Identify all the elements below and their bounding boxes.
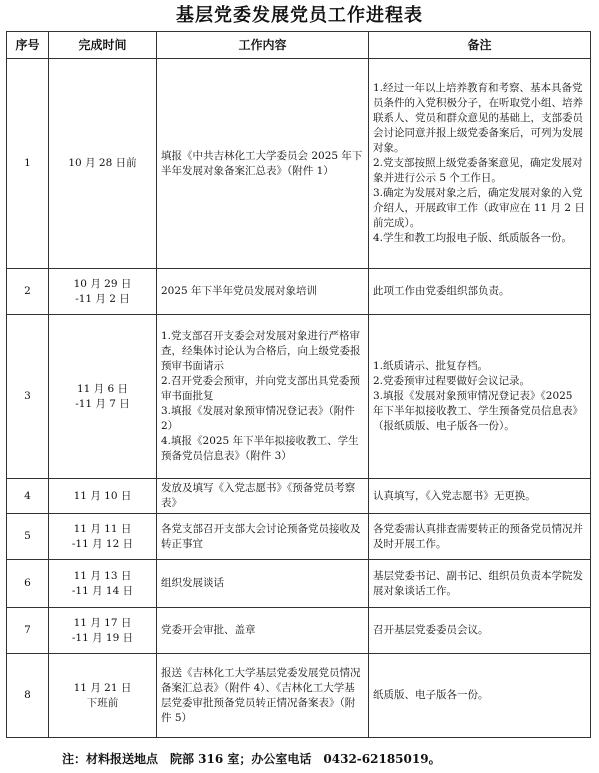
- completion-time: [49, 560, 157, 608]
- completion-time-line: 10 月 28 日前: [68, 157, 137, 169]
- remarks-line: 1.纸质请示、批复存档。: [373, 360, 489, 372]
- completion-time: [49, 514, 157, 560]
- remarks-line: 3.确定为发展对象之后，确定发展对象的入党介绍人，开展政审工作（政审应在 11 月 2 日前完成）。: [373, 187, 585, 229]
- completion-time-line: -11 月 12 日: [71, 537, 134, 550]
- row-number: 4: [7, 479, 49, 514]
- table-row: [7, 608, 591, 654]
- completion-time-line: 11 月 11 日: [73, 522, 132, 535]
- work-content-line: 报送《吉林化工大学基层党委发展党员情况备案汇总表》（附件 4）、《吉林化工大学基层党委审批预备党员转正情况备案表》（附件 5）: [161, 666, 361, 724]
- remarks: [369, 59, 591, 269]
- header-no: 序号: [7, 32, 49, 59]
- remarks-line: 1.经过一年以上培养教育和考察、基本具备党员条件的入党积极分子，在听取党小组、培养联系人、党员和群众意见的基础上，支部委员会讨论同意并报上级党委备案后，可列为发展对象。: [373, 82, 583, 154]
- row-number: 8: [7, 654, 49, 738]
- remarks-line: 各党委需认真排查需要转正的预备党员情况并及时开展工作。: [373, 522, 583, 550]
- table-row: [7, 315, 591, 479]
- work-content-line: 3.填报《发展对象预审情况登记表》（附件 2）: [161, 405, 355, 432]
- work-content: [157, 59, 369, 269]
- completion-time-line: 11 月 21 日: [73, 681, 132, 694]
- remarks-line: 3.填报《发展对象预审情况登记表》《2025 年下半年拟接收教工、学生预备党员信息表》（报纸质版、电子版各一份）。: [373, 390, 583, 432]
- row-number: 2: [7, 269, 49, 315]
- work-content-line: 发放及填写《入党志愿书》《预备党员考察表》: [161, 482, 356, 509]
- row-number: 7: [7, 608, 49, 654]
- work-content-line: 1.党支部召开支委会对发展对象进行严格审查，经集体讨论认为合格后，向上级党委报预审书面请示: [161, 330, 361, 372]
- completion-time: [49, 269, 157, 315]
- remarks-line: 此项工作由党委组织部负责。: [373, 285, 510, 297]
- remarks: [369, 479, 591, 514]
- work-content: [157, 560, 369, 608]
- work-content-line: 填报《中共吉林化工大学委员会 2025 年下半年发展对象备案汇总表》（附件 1）: [161, 149, 363, 177]
- table-row: [7, 514, 591, 560]
- table-header-row: [7, 32, 591, 59]
- header-time: 完成时间: [49, 32, 157, 59]
- remarks: [369, 608, 591, 654]
- work-content: [157, 608, 369, 654]
- header-notes: 备注: [369, 32, 591, 59]
- row-number: 3: [7, 315, 49, 479]
- work-content-line: 2.召开党委会预审，并向党支部出具党委预审书面批复: [161, 375, 361, 402]
- work-content-line: 各党支部召开支部大会讨论预备党员接收及转正事宜: [161, 522, 361, 550]
- table-row: [7, 654, 591, 738]
- work-content-line: 党委开会审批、盖章: [161, 624, 256, 636]
- remarks-line: 基层党委书记、副书记、组织员负责本学院发展对象谈话工作。: [373, 569, 583, 597]
- completion-time-line: -11 月 2 日: [75, 292, 130, 305]
- completion-time-line: 10 月 29 日: [73, 277, 132, 290]
- completion-time: [49, 59, 157, 269]
- work-content: [157, 315, 369, 479]
- remarks: [369, 514, 591, 560]
- remarks-line: 2.党支部按照上级党委备案意见，确定发展对象并进行公示 5 个工作日。: [373, 157, 583, 184]
- table-row: [7, 269, 591, 315]
- remarks: [369, 654, 591, 738]
- footer-note: 注：材料报送地点 院部 316 室；办公室电话 0432-62185019。: [62, 752, 441, 766]
- remarks: [369, 269, 591, 315]
- row-number: 6: [7, 560, 49, 608]
- remarks-line: 4.学生和教工均报电子版、纸质版各一份。: [373, 232, 573, 244]
- row-number: 1: [7, 59, 49, 269]
- completion-time: [49, 479, 157, 514]
- table-row: [7, 560, 591, 608]
- remarks: [369, 315, 591, 479]
- header-content: 工作内容: [157, 32, 369, 59]
- work-content-line: 2025 年下半年党员发展对象培训: [161, 285, 318, 297]
- progress-table: [6, 31, 591, 738]
- completion-time-line: 11 月 10 日: [73, 489, 132, 502]
- remarks-line: 认真填写，《入党志愿书》无更换。: [373, 489, 536, 502]
- completion-time-line: 11 月 17 日: [73, 616, 132, 629]
- remarks-line: 召开基层党委委员会议。: [373, 624, 489, 636]
- completion-time: [49, 315, 157, 479]
- work-content-line: 组织发展谈话: [161, 577, 224, 589]
- work-content: [157, 479, 369, 514]
- completion-time-line: 11 月 6 日: [76, 382, 129, 395]
- completion-time-line: -11 月 14 日: [71, 584, 134, 597]
- page-title: 基层党委发展党员工作进程表: [176, 5, 423, 26]
- work-content-line: 4.填报《2025 年下半年拟接收教工、学生预备党员信息表》（附件 3）: [161, 435, 359, 462]
- remarks: [369, 560, 591, 608]
- work-content: [157, 514, 369, 560]
- completion-time: [49, 608, 157, 654]
- completion-time-line: -11 月 7 日: [75, 397, 130, 410]
- table-row: [7, 479, 591, 514]
- remarks-line: 2.党委预审过程要做好会议记录。: [373, 375, 531, 387]
- completion-time-line: 11 月 13 日: [73, 569, 132, 582]
- work-content: [157, 654, 369, 738]
- remarks-line: 纸质版、电子版各一份。: [373, 689, 489, 701]
- completion-time-line: 下班前: [86, 696, 119, 709]
- completion-time: [49, 654, 157, 738]
- work-content: [157, 269, 369, 315]
- row-number: 5: [7, 514, 49, 560]
- table-row: [7, 59, 591, 269]
- completion-time-line: -11 月 19 日: [71, 631, 134, 644]
